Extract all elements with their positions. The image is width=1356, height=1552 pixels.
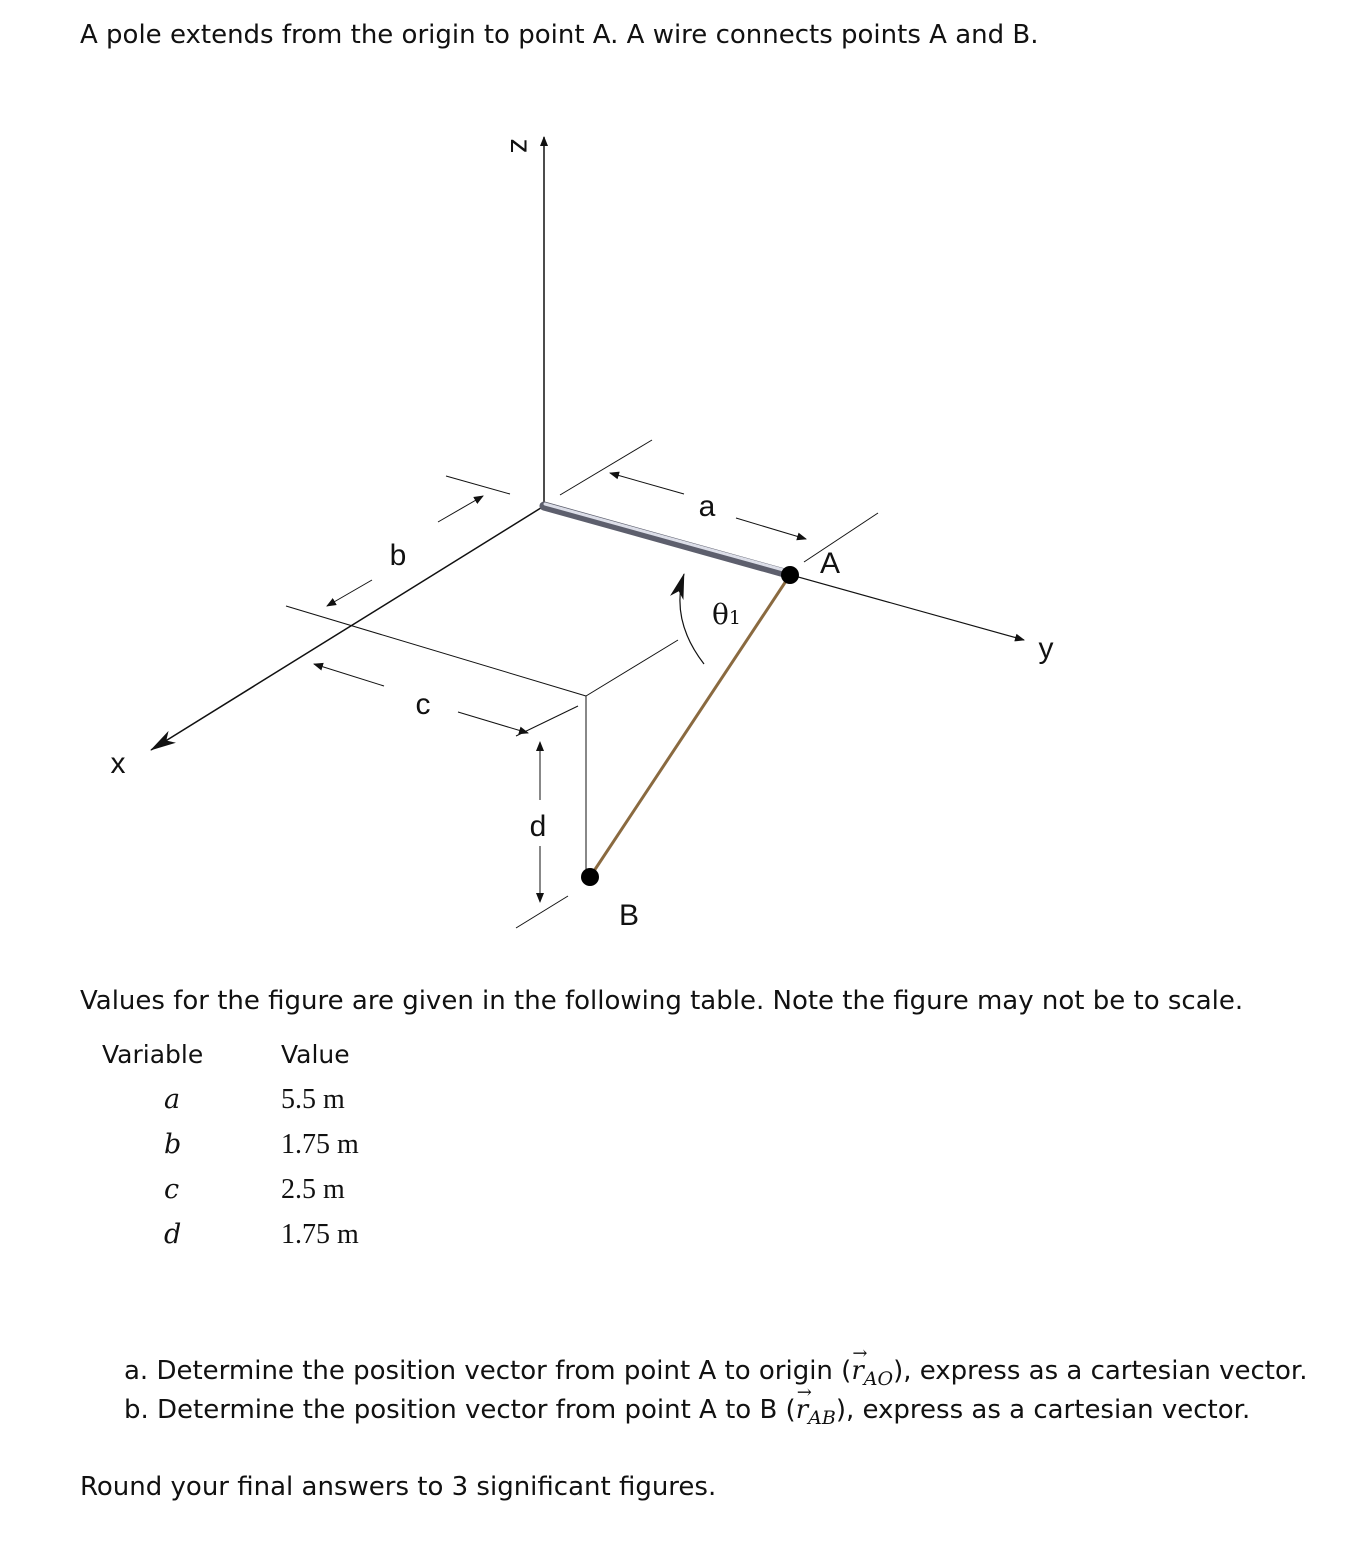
question-b <box>124 1382 1251 1429</box>
dimension-label-c: c <box>415 688 431 721</box>
question-b-text-start: b. Determine the position vector from point A to B ( <box>124 1395 796 1425</box>
theta-arc <box>680 574 704 664</box>
dimension-arrow-a <box>610 473 684 494</box>
table-row <box>0 1174 600 1214</box>
table-row <box>0 1219 600 1259</box>
vector-subscript: AB <box>808 1407 836 1429</box>
dimension-arrow-a <box>736 518 806 539</box>
vector-symbol: r <box>851 1356 864 1386</box>
rounding-instruction: Round your final answers to 3 significant figures. <box>80 1472 717 1502</box>
wire <box>590 575 790 877</box>
question-a <box>124 1343 1308 1390</box>
dimension-arrow-c <box>458 712 528 733</box>
point-a-marker <box>781 566 799 584</box>
dimension-arrow-b <box>438 496 483 522</box>
vector-r-ab <box>795 1382 812 1425</box>
table-header-value: Value <box>281 1040 350 1069</box>
question-a-text-start: a. Determine the position vector from point A to origin ( <box>124 1356 852 1386</box>
table-cell-variable: a <box>164 1084 181 1115</box>
construction-line <box>516 896 568 928</box>
intro-text: A pole extends from the origin to point A. A wire connects points A and B. <box>80 20 1039 50</box>
vector-symbol: r <box>795 1395 809 1425</box>
point-b-label: B <box>618 899 640 932</box>
dimension-arrow-c <box>314 664 384 686</box>
construction-line <box>516 706 578 736</box>
construction-line <box>586 640 678 696</box>
dimension-label-d: d <box>529 810 547 843</box>
dimension-arrow-b <box>327 580 372 606</box>
vector-r-ao <box>851 1343 868 1386</box>
table-row <box>0 1084 600 1124</box>
table-cell-value: 1.75 m <box>281 1219 359 1250</box>
table-cell-value: 2.5 m <box>281 1174 345 1205</box>
z-axis-label: z <box>504 138 537 154</box>
question-a-text-end: ), express as a cartesian vector. <box>893 1356 1308 1386</box>
table-cell-value: 1.75 m <box>281 1129 359 1160</box>
table-cell-variable: b <box>164 1129 182 1160</box>
table-note: Values for the figure are given in the following table. Note the figure may not be to scale. <box>80 986 1244 1016</box>
construction-line <box>286 606 586 696</box>
y-axis-label: y <box>1038 632 1054 665</box>
dimension-label-b: b <box>389 539 407 572</box>
x-axis-label: x <box>110 747 126 780</box>
pole-highlight <box>545 504 787 571</box>
theta-subscript: 1 <box>728 607 741 629</box>
point-a-label: A <box>819 547 841 580</box>
dimension-label-a: a <box>698 490 716 523</box>
vector-arrow-icon: → <box>796 1382 812 1403</box>
pole <box>544 506 788 574</box>
theta-symbol: θ <box>712 598 729 631</box>
vector-subscript: AO <box>863 1368 894 1390</box>
theta-label <box>712 598 741 631</box>
table-cell-variable: c <box>164 1174 180 1205</box>
vector-arrow-icon: → <box>852 1343 868 1364</box>
construction-line <box>560 440 652 495</box>
table-header-variable: Variable <box>102 1040 204 1069</box>
table-cell-variable: d <box>164 1219 182 1250</box>
construction-line <box>804 513 878 562</box>
x-axis <box>151 506 544 750</box>
construction-line <box>446 476 510 494</box>
table-cell-value: 5.5 m <box>281 1084 345 1115</box>
table-row <box>0 1129 600 1169</box>
question-b-text-end: ), express as a cartesian vector. <box>835 1395 1251 1425</box>
point-b-marker <box>581 868 599 886</box>
